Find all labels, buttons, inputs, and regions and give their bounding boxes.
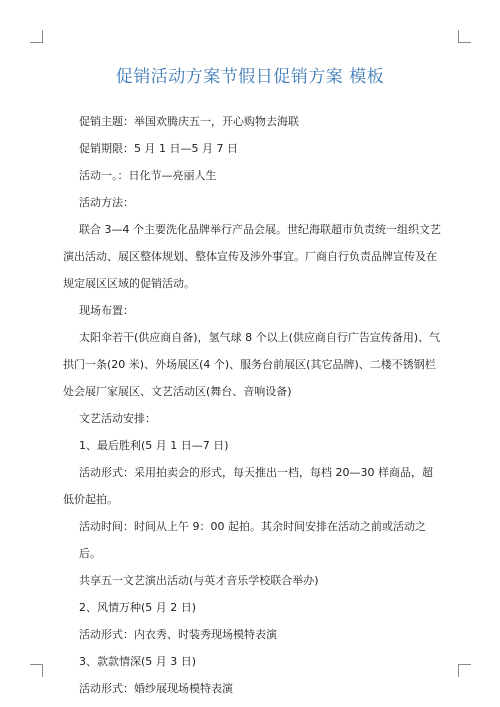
crop-mark-top-left: [30, 30, 43, 43]
paragraph: 活动时间：时间从上午 9：00 起拍。其余时间安排在活动之前或活动之后。: [79, 520, 426, 560]
paragraph: 活动形式：婚纱展现场模特表演: [79, 682, 233, 695]
paragraph: 活动一。：日化节—亮丽人生: [79, 169, 217, 182]
document-body: [63, 108, 441, 702]
paragraph: 2、风情万种(5 月 2 日): [79, 601, 197, 614]
paragraph: 活动形式：内衣秀、时装秀现场模特表演: [79, 628, 277, 641]
paragraph: 3、款款情深(5 月 3 日): [79, 655, 197, 668]
paragraph: 现场布置：: [79, 304, 134, 317]
paragraph: 促销期限：5 月 1 日—5 月 7 日: [79, 142, 238, 155]
paragraph: 太阳伞若干(供应商自备)，氢气球 8 个以上(供应商自行广告宣传备用)、气拱门一条(20 米)、外场展区(4 个)、服务台前展区(其它品牌)、二楼不锈钢栏处会展厂家展区、文艺活动区(舞台、音响设备): [63, 331, 441, 398]
paragraph: 共享五一文艺演出活动(与英才音乐学校联合举办): [79, 574, 319, 587]
paragraph: 1、最后胜利(5 月 1 日—7 日): [79, 439, 229, 452]
paragraph: 促销主题：举国欢腾庆五一，开心购物去海联: [79, 115, 299, 128]
document-title: 促销活动方案节假日促销方案 模板: [115, 67, 385, 87]
paragraph: 活动形式：采用拍卖会的形式，每天推出一档，每档 20—30 样商品，超低价起拍。: [63, 466, 433, 506]
paragraph: 联合 3—4 个主要洗化品牌举行产品会展。世纪海联超市负责统一组织文艺演出活动、展区整体规划、整体宣传及涉外事宜。厂商自行负责品牌宣传及在规定展区区域的促销活动。: [63, 223, 441, 290]
crop-mark-bottom-left: [30, 664, 43, 677]
crop-mark-bottom-right: [458, 664, 471, 677]
crop-mark-top-right: [458, 30, 471, 43]
paragraph: 活动方法：: [79, 196, 134, 209]
paragraph: 文艺活动安排：: [79, 412, 156, 425]
